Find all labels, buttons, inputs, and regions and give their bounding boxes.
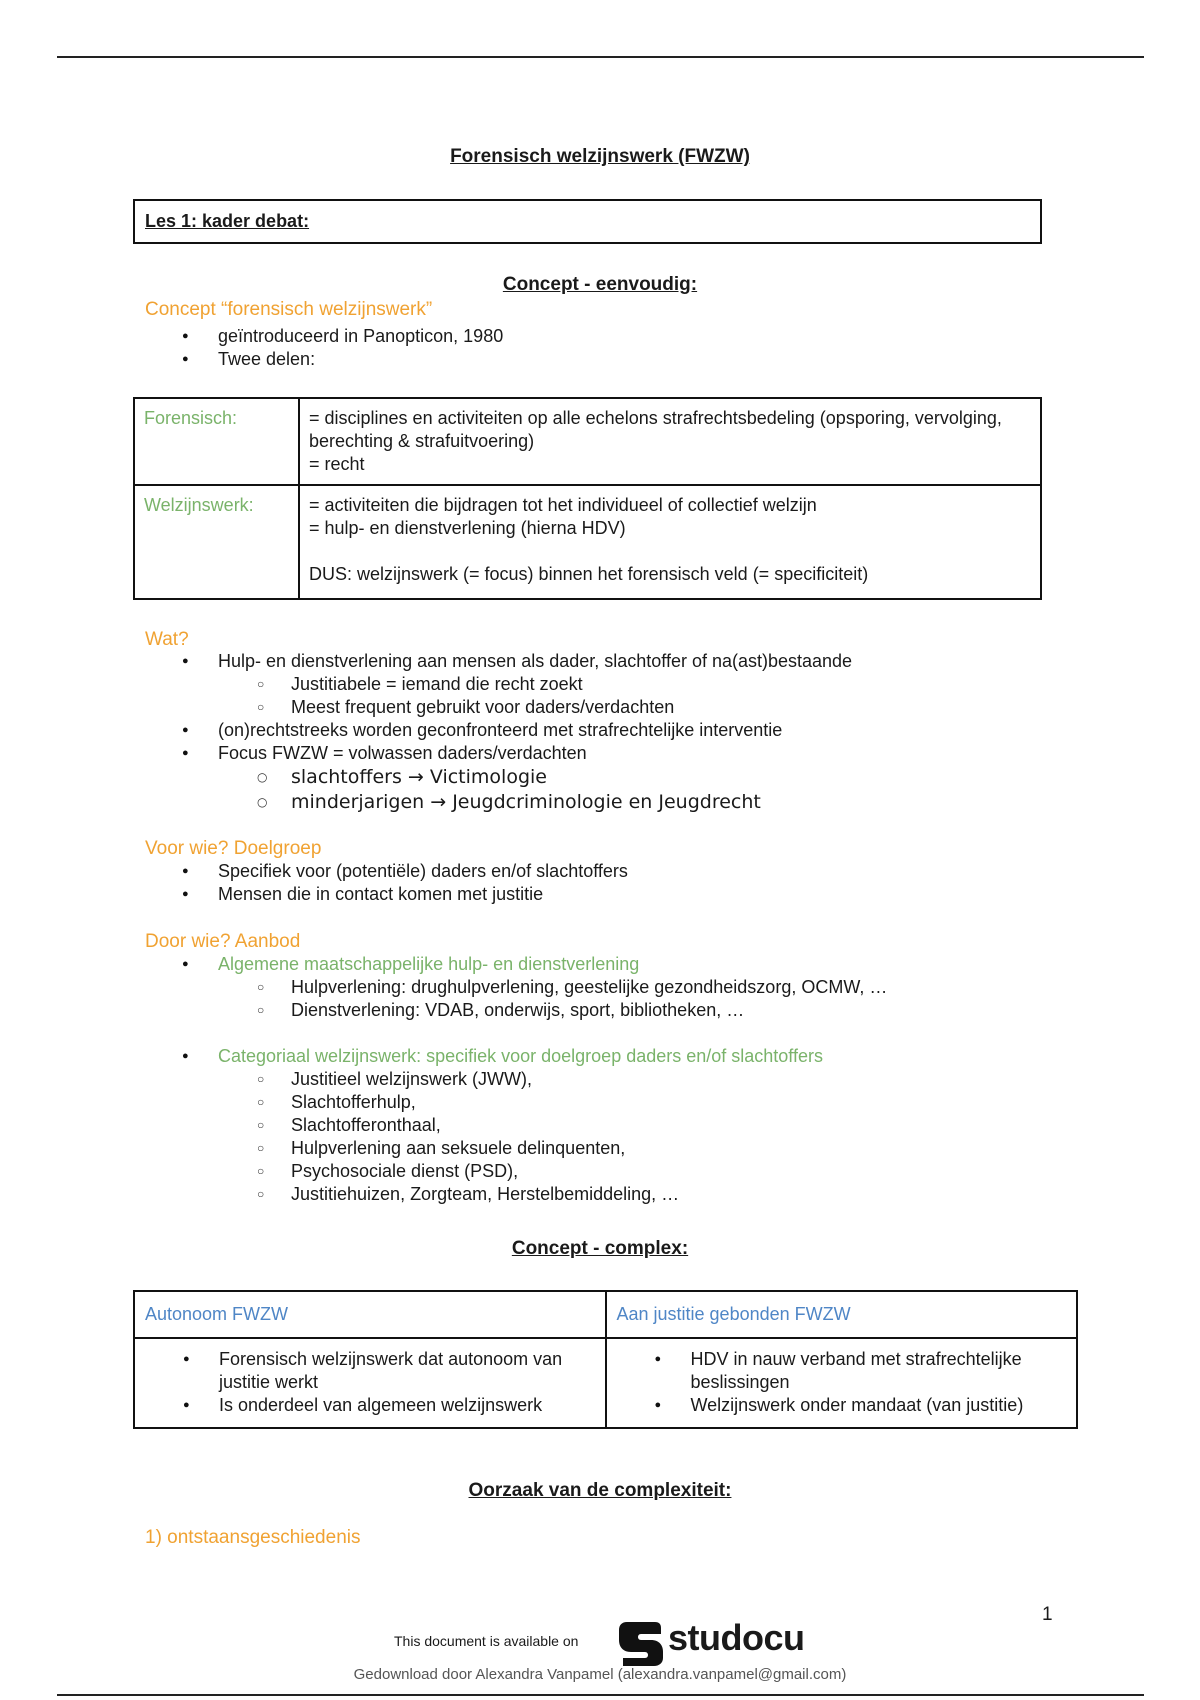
table-line: = disciplines en activiteiten op alle echelons strafrechtsbedeling (opsporing, vervolging, berechting & strafuitvoering)	[309, 408, 1002, 451]
table-line: DUS: welzijnswerk (= focus) binnen het forensisch veld (= specificiteit)	[309, 564, 869, 584]
heading-wat: Wat?	[145, 629, 189, 650]
table-header-autonoom: Autonoom FWZW	[134, 1291, 606, 1338]
list-item	[145, 953, 1145, 1022]
sub-list	[218, 765, 1145, 815]
sub-list-item: ○ Slachtofferonthaal,	[218, 1114, 1145, 1137]
heading-ontstaansgeschiedenis: 1) ontstaansgeschiedenis	[145, 1527, 361, 1548]
studocu-logo-icon	[615, 1618, 665, 1668]
sub-list-item: ○ slachtoffers → Victimologie	[218, 765, 1145, 790]
sub-list	[218, 976, 1145, 1022]
sub-list	[218, 1068, 1145, 1206]
sub-list-item: ○ Hulpverlening: drughulpverlening, geestelijke gezondheidszorg, OCMW, …	[218, 976, 1145, 999]
section-title-concept-eenvoudig: Concept - eenvoudig:	[502, 274, 698, 295]
table-line: = activiteiten die bijdragen tot het individueel of collectief welzijn	[309, 495, 817, 515]
table-header-justitie: Aan justitie gebonden FWZW	[606, 1291, 1078, 1338]
table-row	[134, 1338, 1077, 1428]
footer-download-text: Gedownload door Alexandra Vanpamel (alexandra.vanpamel@gmail.com)	[353, 1666, 847, 1683]
sub-list-item: ○ Meest frequent gebruikt voor daders/verdachten	[218, 696, 1145, 719]
wat-bullets	[145, 650, 1145, 815]
list-item-text: Hulp- en dienstverlening aan mensen als dader, slachtoffer of na(ast)bestaande	[218, 651, 853, 671]
comparison-table	[133, 1290, 1078, 1429]
section-title-concept-complex: Concept - complex:	[511, 1238, 689, 1259]
cell-list	[135, 1348, 605, 1417]
table-cell-content	[299, 398, 1041, 485]
heading-concept: Concept “forensisch welzijnswerk”	[145, 299, 433, 320]
footer-available-text: This document is available on	[394, 1633, 579, 1649]
sub-list-item: ○ Justitiabele = iemand die recht zoekt	[218, 673, 1145, 696]
list-item-text: Categoriaal welzijnswerk: specifiek voor doelgroep daders en/of slachtoffers	[218, 1046, 823, 1066]
sub-list-item: ○ minderjarigen → Jeugdcriminologie en Jeugdrecht	[218, 790, 1145, 815]
list-item	[145, 650, 1145, 719]
voor-wie-bullets	[145, 860, 628, 906]
list-item: ● Twee delen:	[145, 348, 503, 371]
list-item-text: Focus FWZW = volwassen daders/verdachten	[218, 743, 587, 763]
list-item: ● Is onderdeel van algemeen welzijnswerk	[135, 1394, 605, 1417]
list-item	[145, 742, 1145, 815]
list-item: ● (on)rechtstreeks worden geconfronteerd met strafrechtelijke interventie	[145, 719, 1145, 742]
list-item: ● Mensen die in contact komen met justitie	[145, 883, 628, 906]
page-number: 1	[1042, 1604, 1053, 1625]
table-row	[134, 485, 1041, 599]
studocu-brand[interactable]: studocu	[668, 1617, 805, 1658]
table-line: = recht	[309, 454, 365, 474]
sub-list-item: ○ Slachtofferhulp,	[218, 1091, 1145, 1114]
list-item-text: Algemene maatschappelijke hulp- en dienstverlening	[218, 954, 640, 974]
table-cell-label: Welzijnswerk:	[134, 485, 299, 599]
list-item: ● geïntroduceerd in Panopticon, 1980	[145, 325, 503, 348]
heading-door-wie: Door wie? Aanbod	[145, 931, 301, 952]
heading-voor-wie: Voor wie? Doelgroep	[145, 838, 322, 859]
bottom-rule	[57, 1694, 1144, 1696]
table-cell-label: Forensisch:	[134, 398, 299, 485]
definition-table	[133, 397, 1042, 600]
table-cell-content	[299, 485, 1041, 599]
door-wie-bullets	[145, 953, 1145, 1206]
table-cell	[606, 1338, 1078, 1428]
top-rule	[57, 56, 1144, 58]
concept-bullets	[145, 325, 503, 371]
list-item: ● Specifiek voor (potentiële) daders en/of slachtoffers	[145, 860, 628, 883]
sub-list-item: ○ Dienstverlening: VDAB, onderwijs, sport, bibliotheken, …	[218, 999, 1145, 1022]
sub-list	[218, 673, 1145, 719]
sub-list-item: ○ Hulpverlening aan seksuele delinquenten,	[218, 1137, 1145, 1160]
table-line: = hulp- en dienstverlening (hierna HDV)	[309, 518, 626, 538]
table-row	[134, 398, 1041, 485]
list-item: ● Welzijnswerk onder mandaat (van justitie)	[607, 1394, 1077, 1417]
sub-list-item: ○ Justitiehuizen, Zorgteam, Herstelbemiddeling, …	[218, 1183, 1145, 1206]
cell-list	[607, 1348, 1077, 1417]
list-item	[145, 1045, 1145, 1206]
les-heading-box: Les 1: kader debat:	[133, 199, 1042, 244]
section-title-oorzaak: Oorzaak van de complexiteit:	[468, 1480, 732, 1501]
document-title: Forensisch welzijnswerk (FWZW)	[450, 146, 750, 167]
sub-list-item: ○ Justitieel welzijnswerk (JWW),	[218, 1068, 1145, 1091]
list-item: ● HDV in nauw verband met strafrechtelijke beslissingen	[607, 1348, 1077, 1394]
table-cell	[134, 1338, 606, 1428]
sub-list-item: ○ Psychosociale dienst (PSD),	[218, 1160, 1145, 1183]
table-row	[134, 1291, 1077, 1338]
list-item: ● Forensisch welzijnswerk dat autonoom van justitie werkt	[135, 1348, 605, 1394]
